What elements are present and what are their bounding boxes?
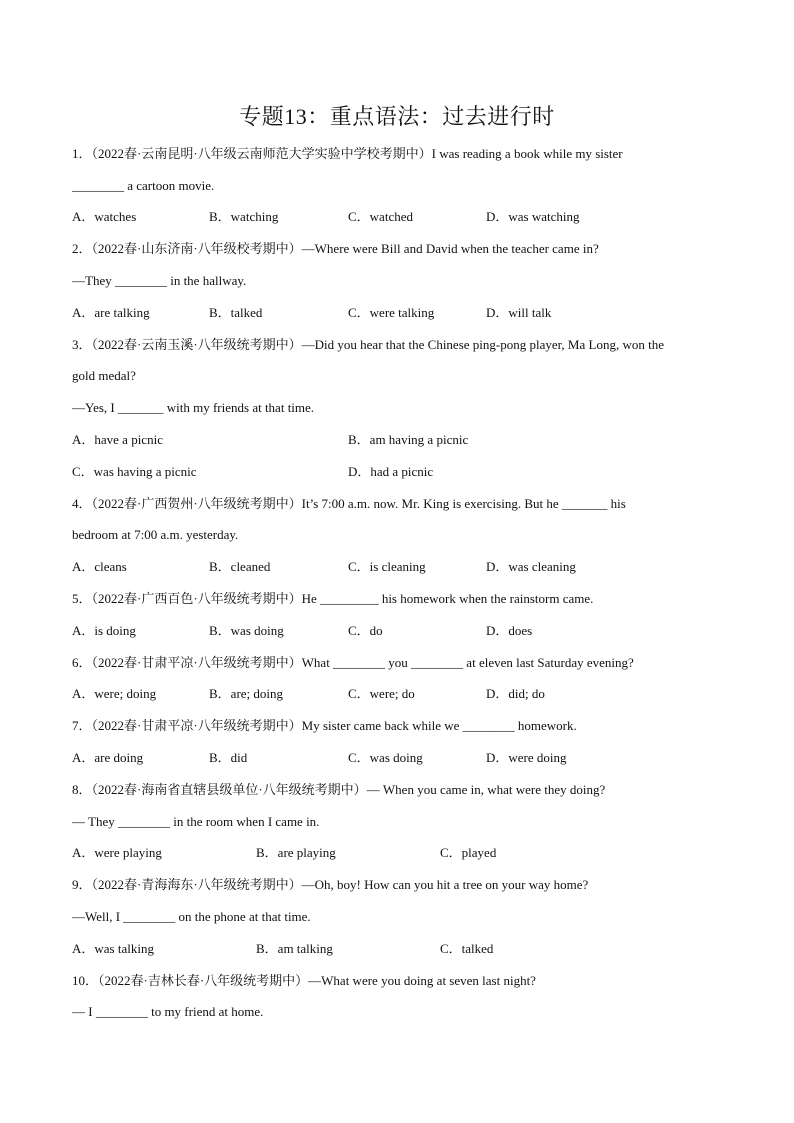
- question-3-option-b: B．am having a picnic: [348, 432, 469, 447]
- question-9-stem-cont: —Well, I ________ on the phone at that time.: [72, 909, 311, 924]
- question-10-stem: 10．（2022春·吉林长春·八年级统考期中）—What were you doing at seven last night?: [72, 973, 536, 988]
- question-1-stem-cont: ________ a cartoon movie.: [72, 178, 215, 193]
- question-9-stem: 9．（2022春·青海海东·八年级统考期中）—Oh, boy! How can you hit a tree on your way home?: [72, 877, 589, 892]
- question-1-option-a: A．watches: [72, 209, 137, 224]
- question-4-option-a: A．cleans: [72, 559, 127, 574]
- question-8-option-b: B．are playing: [256, 845, 336, 860]
- question-7-stem: 7．（2022春·甘肃平凉·八年级统考期中）My sister came back while we ________ homework.: [72, 718, 577, 733]
- question-7-option-d: D．were doing: [486, 750, 567, 765]
- page-title: 专题13：重点语法：过去进行时: [239, 104, 555, 129]
- question-3-option-a: A．have a picnic: [72, 432, 163, 447]
- question-7-option-c: C．was doing: [348, 750, 423, 765]
- question-7-option-a: A．are doing: [72, 750, 144, 765]
- question-5-option-d: D．does: [486, 623, 533, 638]
- question-9-option-b: B．am talking: [256, 941, 333, 956]
- question-2-stem: 2．（2022春·山东济南·八年级校考期中）—Where were Bill and David when the teacher came in?: [72, 241, 599, 256]
- question-4-stem-cont: bedroom at 7:00 a.m. yesterday.: [72, 527, 239, 542]
- question-10-stem-cont: — I ________ to my friend at home.: [72, 1004, 264, 1019]
- question-6-stem: 6．（2022春·甘肃平凉·八年级统考期中）What ________ you ________ at eleven last Saturday evening?: [72, 655, 634, 670]
- question-4-option-d: D．was cleaning: [486, 559, 576, 574]
- question-2-stem-cont: —They ________ in the hallway.: [72, 273, 247, 288]
- question-6-option-c: C．were; do: [348, 686, 415, 701]
- question-9-option-c: C．talked: [440, 941, 494, 956]
- question-9-option-a: A．was talking: [72, 941, 154, 956]
- question-2-option-b: B．talked: [209, 305, 263, 320]
- question-3-stem-cont-2: —Yes, I _______ with my friends at that time.: [72, 400, 315, 415]
- question-3-stem: 3．（2022春·云南玉溪·八年级统考期中）—Did you hear that the Chinese ping-pong player, Ma Long, won the: [72, 337, 664, 352]
- question-5-stem: 5．（2022春·广西百色·八年级统考期中）He _________ his homework when the rainstorm came.: [72, 591, 594, 606]
- question-3-stem-cont: gold medal?: [72, 368, 136, 383]
- question-4-option-b: B．cleaned: [209, 559, 271, 574]
- question-1-option-d: D．was watching: [486, 209, 580, 224]
- question-2-option-c: C．were talking: [348, 305, 435, 320]
- question-6-option-d: D．did; do: [486, 686, 545, 701]
- question-1-stem: 1．（2022春·云南昆明·八年级云南师范大学实验中学校考期中）I was reading a book while my sister: [72, 146, 623, 161]
- question-3-option-d: D．had a picnic: [348, 464, 434, 479]
- question-3-option-c: C．was having a picnic: [72, 464, 197, 479]
- question-1-option-c: C．watched: [348, 209, 413, 224]
- question-4-option-c: C．is cleaning: [348, 559, 426, 574]
- question-6-option-a: A．were; doing: [72, 686, 157, 701]
- question-2-option-d: D．will talk: [486, 305, 552, 320]
- question-8-stem: 8．（2022春·海南省直辖县级单位·八年级统考期中）— When you came in, what were they doing?: [72, 782, 606, 797]
- question-8-option-c: C．played: [440, 845, 497, 860]
- question-5-option-c: C．do: [348, 623, 383, 638]
- question-1-option-b: B．watching: [209, 209, 279, 224]
- question-5-option-b: B．was doing: [209, 623, 284, 638]
- question-6-option-b: B．are; doing: [209, 686, 284, 701]
- question-7-option-b: B．did: [209, 750, 248, 765]
- question-5-option-a: A．is doing: [72, 623, 136, 638]
- question-8-option-a: A．were playing: [72, 845, 162, 860]
- question-8-stem-cont: — They ________ in the room when I came in.: [72, 814, 320, 829]
- question-4-stem: 4．（2022春·广西贺州·八年级统考期中）It’s 7:00 a.m. now. Mr. King is exercising. But he _______ his: [72, 496, 626, 511]
- question-2-option-a: A．are talking: [72, 305, 150, 320]
